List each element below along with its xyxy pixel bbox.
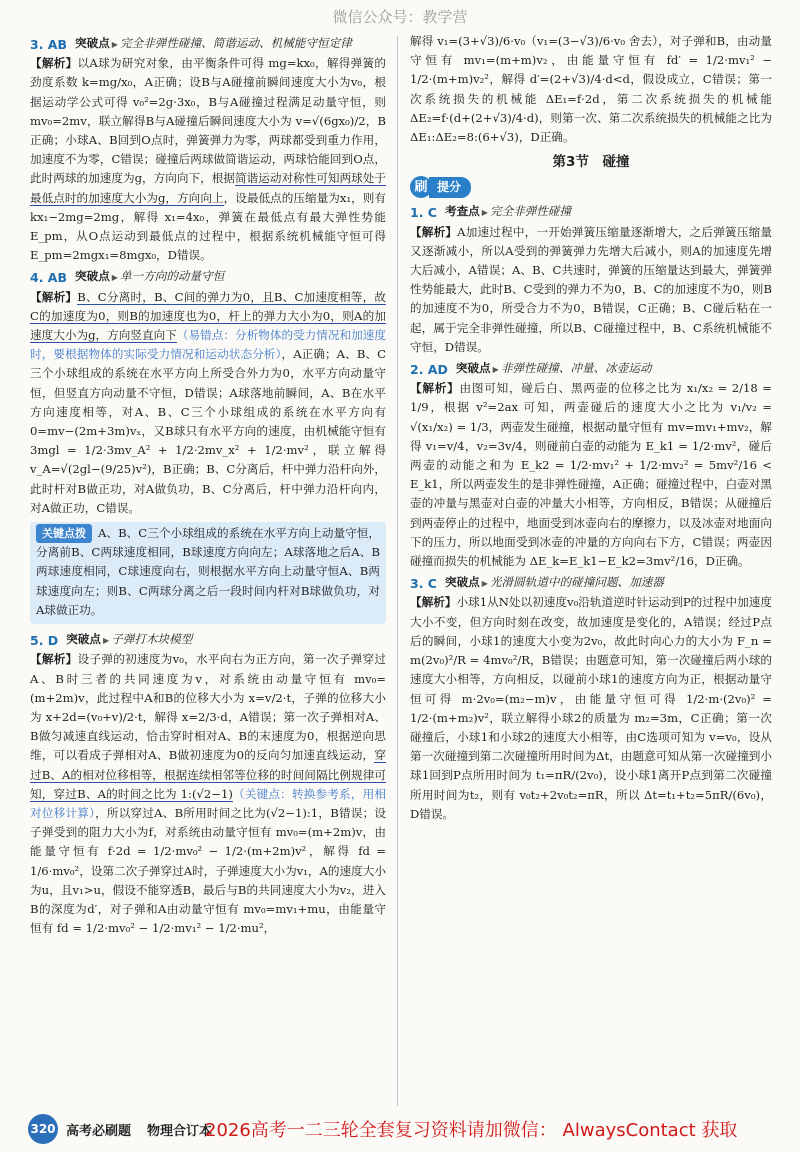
left-column (30, 32, 386, 938)
key-point-text: A、B、C三个小球组成的系统在水平方向上动量守恒，分离前B、C两球速度相同，B球速度方向向左；A球落地之后A、B两球速度相同，C球速度向右，则根据水平方向上动量守恒A、B两球速度向左；则B、C两球分离之后一段时间内杆对B球做负功，对A球做正功。 (36, 526, 380, 617)
section-title: 第3节 碰撞 (552, 154, 630, 171)
explanation: 【解析】由图可知，碰后白、黑两壶的位移之比为 x₁/x₂ = 2/18 = 1/9，根据 v²=2ax 可知，两壶碰后的速度大小之比为 v₁/v₂ = √(x₁/x₂) = 1/3，两壶发生碰撞，根据动量守恒有 mv=mv₁+mv₂，解得 v₁=v/4，v₂=3v/4，则碰前白壶的动能为 E_k1 = 1/2·mv²，碰后两壶的动能之和为 E_k2 = 1/2·mv₁² + 1/2·mv₂² = 5mv²/16 < E_k1，所以两壶发生的是非弹性碰撞，A正确；碰撞过程中，白壶对黑壶的冲量与黑壶对白壶的冲量大小相等，方向相反，B错误；从碰撞后到两壶停止的过程中，地面受到冰壶向右的摩擦力，以及冰壶对地面向下的压力，所以地面受到冰壶的冲量的方向向右下方，C错误；两壶因碰撞而损失的机械能为 ΔE_k=E_k1−E_k2=3mv²/16，D正确。 (410, 381, 772, 569)
key-point-label: 关键点拨 (36, 524, 92, 543)
tag-label: 突破点 (455, 361, 491, 376)
banner-badge: 刷 (410, 176, 432, 198)
triangle-icon: ▶ (481, 208, 488, 218)
tag-label: 考查点 (444, 204, 480, 219)
triangle-icon: ▶ (111, 273, 118, 283)
book-title: 高考必刷题 (66, 1123, 132, 1139)
answer-number: 3. AB (30, 36, 67, 52)
explanation: 【解析】设子弹的初速度为v₀，水平向右为正方向，第一次子弹穿过A、B时三者的共同速度为v，对系统由动量守恒有 mv₀=(m+2m)v，此过程中A和B的位移大小为 x=v/2·t，子弹的位移大小为 x+2d=(v₀+v)/2·t，解得 x=2/3·d，A错误；第一次子弹相对A、B做匀减速直线运动，恰击穿时相对A、B的末速度为0，根据逆向思维，可以看成子弹相对A、B做初速度为0的反向匀加速直线运动，穿过B、A的相对位移相等，根据连续相邻等位移的时间间隔比例规律可知，穿过B、A的时间之比为 1:(√2−1)（关键点：转换参考系，用相对位移计算），所以穿过A、B所用时间之比为(√2−1):1，B错误；设子弹受到的阻力大小为f，对系统由动量守恒有 mv₀=(m+2m)v，由能量守恒有 f·2d = 1/2·mv₀² − 1/2·(m+2m)v²，解得 fd = 1/6·mv₀²，设第二次子弹穿过A时，子弹速度大小为v₁，A的速度大小为u，且v₁>u，假设不能穿透B，最后与B的共同速度大小为v₂，进入B的深度为d′，对子弹和A由动量守恒有 mv₀=mv₁+mu，由能量守恒有 fd = 1/2·mv₀² − 1/2·mv₁² − 1/2·mu²， (30, 652, 386, 936)
tag-label: 突破点 (75, 36, 110, 50)
topic: 子弹打木块模型 (111, 632, 193, 647)
hint-note: （易错点：分析物体的受力情况和加速度时，要根据物体的实际受力情况和运动状态分析） (30, 328, 386, 362)
underlined-text: 简谐运动对称性可知两球处于最低点时的加速度大小为g，方向向上 (30, 171, 386, 205)
underlined-text: 穿过B、A的相对位移相等，根据连续相邻等位移的时间间隔比例规律可知，穿过B、A的时间之比为 1:(√2−1) (30, 748, 386, 801)
topic: 完全非弹性碰撞、简谐运动、机械能守恒定律 (119, 36, 352, 50)
triangle-icon: ▶ (111, 40, 118, 49)
watermark: 微信公众号：教学营 (332, 8, 468, 26)
explanation: 【解析】A加速过程中，一开始弹簧压缩量逐渐增大，之后弹簧压缩量又逐渐减小，所以A受到的弹簧弹力先增大后减小，则A的加速度先增大后减小，A错误；A、B、C共速时，弹簧的压缩量达到最大，弹簧弹性势能最大，此时B、C受到的弹力不为0，B、C的加速度不为0，则B的加速度不为0，所受合力不为0，B错误，C正确；B、C碰后粘在一起，属于完全非弹性碰撞，所以B、C碰撞过程中，B、C系统机械能不守恒，D错误。 (410, 224, 772, 354)
book-subtitle: 物理合订本 (147, 1123, 213, 1139)
tag-label: 突破点 (444, 575, 480, 590)
answer-r1 (410, 202, 772, 357)
level-banner (410, 176, 772, 198)
answer-r2 (410, 359, 772, 571)
promo-text: 2026高考一二三轮全套复习资料请加微信： AlwaysContact 获取 (205, 1120, 738, 1141)
topic: 非弹性碰撞、冲量、冰壶运动 (500, 361, 652, 376)
banner-label: 提分 (429, 177, 471, 198)
key-point-box (30, 522, 386, 624)
triangle-icon: ▶ (102, 636, 110, 646)
triangle-icon: ▶ (481, 579, 488, 589)
answer-number: 3. C (410, 575, 437, 591)
explanation: 【解析】以A球为研究对象，由平衡条件可得 mg=kx₀，解得弹簧的劲度系数 k=mg/x₀，A正确；设B与A碰撞前瞬间速度大小为v₀，根据运动学公式可得 v₀²=2g·3x₀，B与A碰撞过程满足动量守恒，则 mv₀=2mv，联立解得B与A碰撞后瞬间速度大小为 v=√(6gx₀)/2，B正确；小球A、B回到O点时，弹簧弹力为零，两球都受到重力作用，加速度不为零，C错误；碰撞后两球做简谐运动，两球恰能回到O点，此时两球的加速度为g，方向向下，根据简谐运动对称性可知两球处于最低点时的加速度大小为g，方向向上，设最低点的压缩量为x₁，则有 kx₁−2mg=2mg，解得 x₁=4x₀，弹簧在最低点有最大弹性势能E_pm，从O点运动到最低点的过程中，根据系统机械能守恒可得 E_pm=2mgx₁=8mgx₀，D错误。 (30, 56, 386, 263)
topic: 完全非弹性碰撞 (489, 204, 572, 219)
answer-r3 (410, 573, 772, 824)
answer-4 (30, 267, 386, 518)
answer-number: 4. AB (30, 269, 67, 285)
topic: 单一方向的动量守恒 (119, 269, 225, 284)
tag-label: 突破点 (66, 632, 101, 647)
page-footer (28, 1114, 212, 1144)
explanation: 【解析】小球1从N处以初速度v₀沿轨道逆时针运动到P的过程中加速度大小不变，但方向时刻在改变，故加速度是变化的，A错误；经过P点后的瞬间，小球1的速度大小变为2v₀，故此时向心力的大小为 F_n = m(2v₀)²/R = 4mv₀²/R，B错误；由题意可知，第一次碰撞后两小球的速度大小相等，方向相反，以碰前小球1的速度方向为正，根据动量守恒可得 m·2v₀=(m₂−m)v，由能量守恒可得 1/2·m·(2v₀)² = 1/2·(m+m₂)v²，联立解得小球2的质量为 m₂=3m，C正确；第一次碰撞后，小球1和小球2的速度大小相等，由C选项可知为 v=v₀，设从第一次碰撞到第二次碰撞所用时间为Δt，由题意可知从第一次碰撞到小球1回到P点所用时间为 t₁=πR/(2v₀)，设小球1离开P点到第二次碰撞所用时间为t₂，则有 v₀t₂+2v₀t₂=πR，所以 Δt=t₁+t₂=5πR/(6v₀)，D错误。 (410, 595, 772, 821)
answer-5 (30, 630, 386, 938)
topic: 光滑圆轨道中的碰撞问题、加速器 (489, 575, 664, 590)
explanation: 【解析】B、C分离时，B、C间的弹力为0，且B、C加速度相等，故C的加速度为0，则B的加速度也为0，杆上的弹力大小为0，则A的加速度大小为g，方向竖直向下（易错点：分析物体的受力情况和加速度时，要根据物体的实际受力情况和运动状态分析），A正确；A、B、C三个小球组成的系统在水平方向上所受合外力为0，水平方向动量守恒，但竖直方向动量不守恒，D错误；A球落地前瞬间，A、B在水平方向速度相等，对A、B、C三个小球组成的系统在水平方向有 0=mv−(2m+3m)vₓ，又B球只有水平方向的速度，由机械能守恒有 3mgl = 1/2·3mv_A² + 1/2·2mv_x² + 1/2·mv²，联立解得 v_A=√(2gl−(9/25)v²)，B正确；B、C分离后，杆中弹力沿杆向外，此时杆对B做正功，对A做负功，B、C分离后，杆中弹力沿杆向内，对A做正功，C错误。 (30, 289, 387, 515)
answer-3 (30, 34, 386, 265)
triangle-icon: ▶ (492, 365, 499, 375)
answer-number: 2. AD (410, 361, 448, 377)
tag-label: 突破点 (75, 269, 110, 284)
answer-number: 1. C (410, 204, 437, 220)
column-divider (397, 36, 398, 1106)
page-number: 320 (28, 1114, 58, 1144)
answer-number: 5. D (30, 632, 59, 648)
answer-5-continued: 解得 v₁=(3+√3)/6·v₀（v₁=(3−√3)/6·v₀ 舍去），对子弹和B，由动量守恒有 mv₁=(m+m)v₂，由能量守恒有 fd′ = 1/2·mv₁² − 1/2·(m+m)v₂²，解得 d′=(2+√3)/4·d<d，假设成立，C错误；第一次系统损失的机械能 ΔE₁=f·2d，第二次系统损失的机械能 ΔE₂=f·(d+(2+√3)/4·d)，则第一次、第二次系统损失的机械能之比为 ΔE₁:ΔE₂=8:(6+√3)，D正确。 (410, 34, 772, 145)
underlined-text: B、C分离时，B、C间的弹力为0，且B、C加速度相等，故C的加速度为0，则B的加速度也为0，杆上的弹力大小为0，则A的加速度大小为g，方向竖直向下 (30, 289, 386, 343)
hint-note: （关键点：转换参考系，用相对位移计算） (30, 786, 386, 820)
right-column (410, 32, 772, 824)
